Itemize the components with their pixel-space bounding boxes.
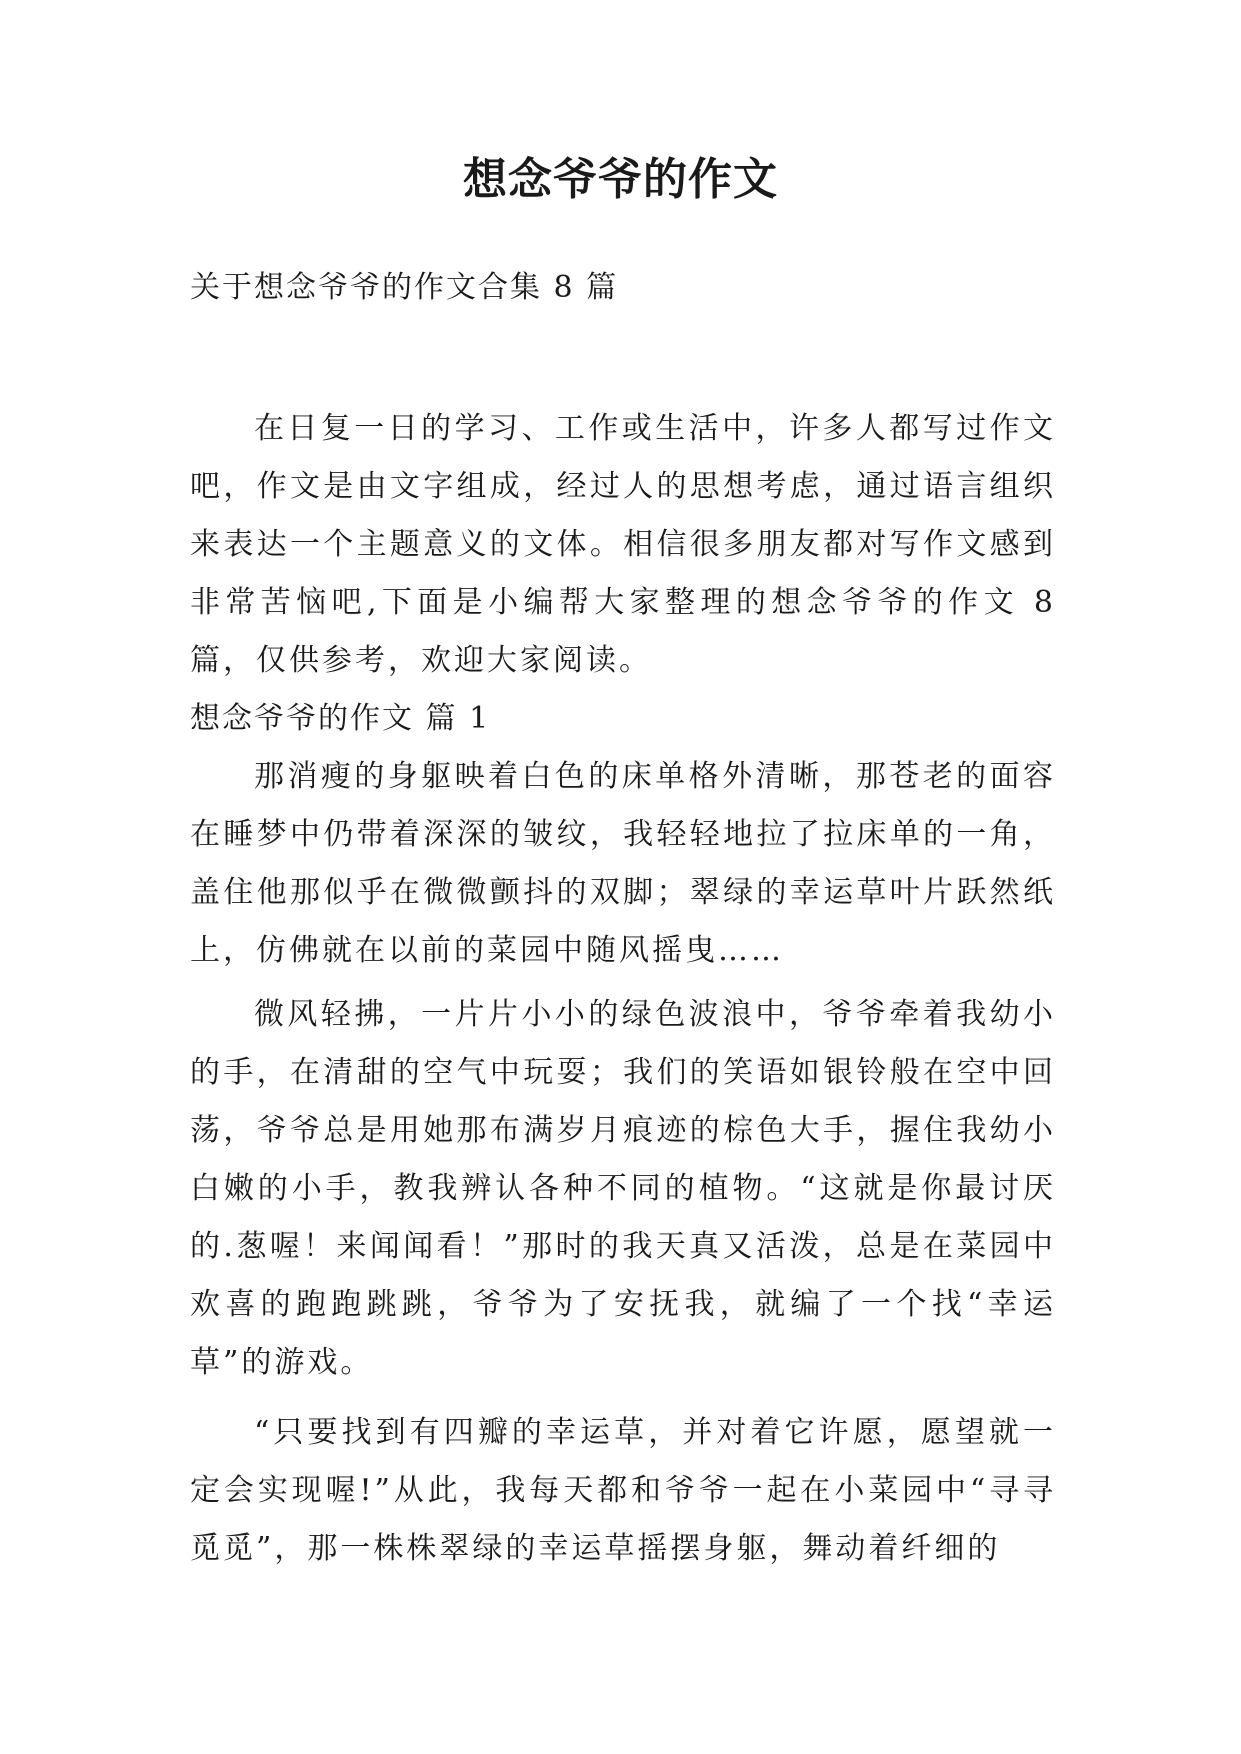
body-paragraph: 那消瘦的身躯映着白色的床单格外清晰，那苍老的面容在睡梦中仍带着深深的皱纹，我轻轻地拉了拉床单的一角，盖住他那似乎在微微颤抖的双脚；翠绿的幸运草叶片跃然纸上，仿佛就在以前的菜园中随风摇曳…… xyxy=(190,759,1056,968)
body-paragraph: “只要找到有四瓣的幸运草，并对着它许愿，愿望就一定会实现喔!”从此，我每天都和爷爷一起在小菜园中“寻寻觅觅”，那一株株翠绿的幸运草摇摆身躯，舞动着纤细的 xyxy=(190,1415,1056,1566)
document-title: 想念爷爷的作文 xyxy=(463,154,778,205)
document-body xyxy=(190,400,1056,1578)
section-heading: 想念爷爷的作文 篇 1 xyxy=(190,701,491,736)
intro-paragraph: 在日复一日的学习、工作或生活中，许多人都写过作文吧，作文是由文字组成，经过人的思想考虑，通过语言组织来表达一个主题意义的文体。相信很多朋友都对写作文感到非常苦恼吧,下面是小编帮大家整理的想念爷爷的作文 8 篇，仅供参考，欢迎大家阅读。 xyxy=(190,411,1056,678)
document-subtitle: 关于想念爷爷的作文合集 8 篇 xyxy=(190,270,619,305)
body-paragraph: 微风轻拂，一片片小小的绿色波浪中，爷爷牵着我幼小的手，在清甜的空气中玩耍；我们的笑语如银铃般在空中回荡，爷爷总是用她那布满岁月痕迹的棕色大手，握住我幼小白嫩的小手，教我辨认各种不同的植物。“这就是你最讨厌的.葱喔！来闻闻看！”那时的我天真又活泼，总是在菜园中欢喜的跑跑跳跳，爷爷为了安抚我，就编了一个找“幸运草”的游戏。 xyxy=(190,997,1056,1380)
